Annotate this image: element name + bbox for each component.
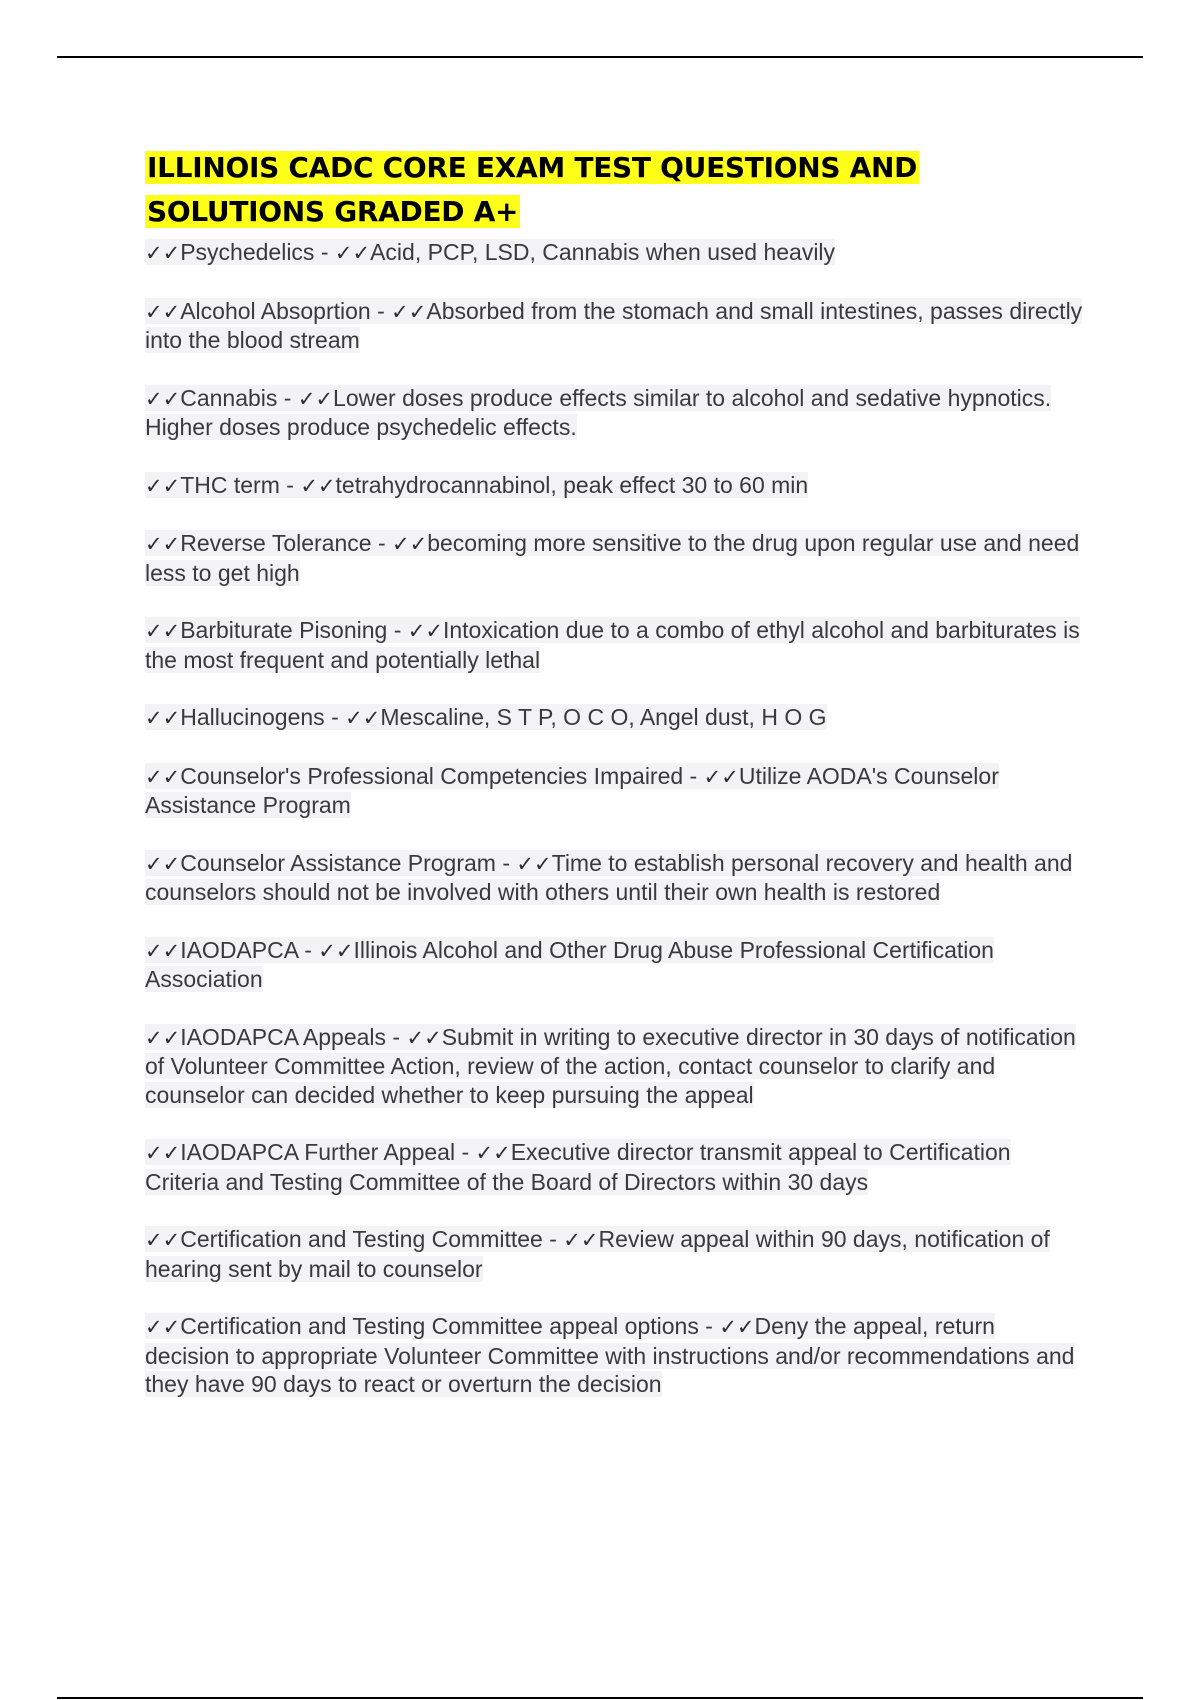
flashcard-entry — [145, 936, 1085, 994]
flashcard-entry — [145, 238, 1085, 268]
entry-term: Hallucinogens — [180, 704, 325, 730]
flashcard-entry — [145, 616, 1085, 674]
entry-definition: Deny the appeal, return decision to appropriate Volunteer Committee with instructions and/or recommendations and they have 90 days to react or overturn the decision — [145, 1313, 1075, 1397]
checkmark-icon: ✓✓ — [345, 706, 381, 730]
entry-term: Certification and Testing Committee appeal options — [180, 1313, 699, 1339]
entry-definition: Utilize AODA's Counselor Assistance Program — [145, 762, 999, 818]
checkmark-icon: ✓✓ — [145, 938, 181, 963]
checkmark-icon: ✓✓ — [145, 1025, 181, 1050]
entry-term: Cannabis — [180, 384, 278, 411]
checkmark-icon: ✓✓ — [145, 706, 181, 730]
entry-term: THC term — [180, 471, 280, 498]
flashcard-entry — [145, 384, 1085, 442]
entry-separator: - — [279, 471, 301, 498]
entry-term: Certification and Testing Committee — [180, 1226, 543, 1252]
checkmark-icon: ✓✓ — [145, 1141, 181, 1165]
checkmark-icon: ✓✓ — [145, 241, 181, 265]
checkmark-icon: ✓✓ — [703, 764, 739, 789]
checkmark-icon: ✓✓ — [145, 619, 181, 643]
checkmark-icon: ✓✓ — [406, 1025, 442, 1050]
entry-definition: Mescaline, S T P, O C O, Angel dust, H O G — [380, 704, 827, 730]
flashcard-entry — [145, 471, 1085, 501]
flashcard-entry — [145, 1023, 1085, 1110]
entry-separator: - — [370, 297, 392, 324]
entry-separator: - — [277, 384, 298, 411]
flashcard-entry — [145, 849, 1085, 907]
flashcard-list — [145, 238, 1085, 1399]
entry-term: IAODAPCA Further Appeal — [180, 1139, 456, 1165]
entry-separator: - — [314, 239, 335, 265]
checkmark-icon: ✓✓ — [145, 532, 181, 556]
entry-separator: - — [683, 762, 704, 789]
entry-definition: Acid, PCP, LSD, Cannabis when used heavily — [370, 239, 836, 265]
entry-term: Reverse Tolerance — [180, 530, 372, 556]
entry-separator: - — [542, 1226, 564, 1252]
checkmark-icon: ✓✓ — [475, 1141, 511, 1165]
footer-rule — [57, 1697, 1143, 1699]
checkmark-icon: ✓✓ — [145, 1315, 181, 1339]
checkmark-icon: ✓✓ — [563, 1228, 599, 1252]
flashcard-entry — [145, 1225, 1085, 1283]
entry-separator: - — [386, 1023, 407, 1050]
document-title — [145, 146, 1085, 234]
entry-definition: Lower doses produce effects similar to alcohol and sedative hypnotics. Higher doses produce psychedelic effects. — [145, 384, 1052, 440]
entry-separator: - — [297, 936, 319, 963]
entry-separator: - — [698, 1313, 720, 1339]
entry-term: Counselor Assistance Program — [180, 849, 496, 876]
entry-definition: Intoxication due to a combo of ethyl alcohol and barbiturates is the most frequent and potentially lethal — [145, 617, 1080, 673]
entry-definition: Executive director transmit appeal to Certification Criteria and Testing Committee of the Board of Directors within 30 days — [145, 1139, 1011, 1195]
entry-term: IAODAPCA Appeals — [180, 1023, 387, 1050]
entry-separator: - — [387, 617, 408, 643]
checkmark-icon: ✓✓ — [300, 473, 336, 498]
title-highlight: ILLINOIS CADC CORE EXAM TEST QUESTIONS AND SOLUTIONS GRADED A+ — [147, 151, 918, 228]
entry-definition: Time to establish personal recovery and health and counselors should not be involved with others until their own health is restored — [145, 849, 1073, 905]
entry-term: Psychedelics — [180, 239, 315, 265]
entry-term: Counselor's Professional Competencies Impaired — [180, 762, 684, 789]
checkmark-icon: ✓✓ — [145, 851, 181, 876]
entry-separator: - — [455, 1139, 476, 1165]
checkmark-icon: ✓✓ — [719, 1315, 755, 1339]
checkmark-icon: ✓✓ — [145, 386, 181, 411]
entry-term: Alcohol Absoprtion — [180, 297, 371, 324]
checkmark-icon: ✓✓ — [334, 241, 371, 265]
flashcard-entry — [145, 297, 1085, 355]
checkmark-icon: ✓✓ — [145, 299, 181, 324]
document-body — [145, 146, 1085, 1428]
entry-definition: becoming more sensitive to the drug upon regular use and need less to get high — [145, 530, 1080, 586]
entry-definition: Review appeal within 90 days, notification of hearing sent by mail to counselor — [145, 1226, 1050, 1282]
checkmark-icon: ✓✓ — [145, 1228, 181, 1252]
entry-definition: Illinois Alcohol and Other Drug Abuse Professional Certification Association — [145, 936, 994, 992]
entry-definition: Absorbed from the stomach and small intestines, passes directly into the blood stream — [145, 297, 1083, 353]
checkmark-icon: ✓✓ — [391, 299, 427, 324]
entry-term: IAODAPCA — [180, 936, 298, 963]
flashcard-entry — [145, 762, 1085, 820]
checkmark-icon: ✓✓ — [145, 764, 181, 789]
header-rule — [57, 56, 1143, 58]
flashcard-entry — [145, 1138, 1085, 1196]
checkmark-icon: ✓✓ — [145, 473, 181, 498]
entry-separator: - — [495, 849, 517, 876]
flashcard-entry — [145, 529, 1085, 587]
entry-definition: Submit in writing to executive director in 30 days of notification of Volunteer Committee Action, review of the action, contact counselor to clarify and counselor can decided whether to keep pursuing the appeal — [145, 1023, 1076, 1108]
entry-separator: - — [324, 704, 346, 730]
checkmark-icon: ✓✓ — [516, 851, 552, 876]
entry-term: Barbiturate Pisoning — [180, 617, 388, 643]
checkmark-icon: ✓✓ — [297, 386, 334, 411]
flashcard-entry — [145, 1312, 1085, 1399]
checkmark-icon: ✓✓ — [392, 532, 428, 556]
checkmark-icon: ✓✓ — [318, 938, 354, 963]
entry-separator: - — [371, 530, 393, 556]
flashcard-entry — [145, 703, 1085, 733]
checkmark-icon: ✓✓ — [407, 619, 443, 643]
entry-definition: tetrahydrocannabinol, peak effect 30 to 60 min — [335, 471, 809, 498]
